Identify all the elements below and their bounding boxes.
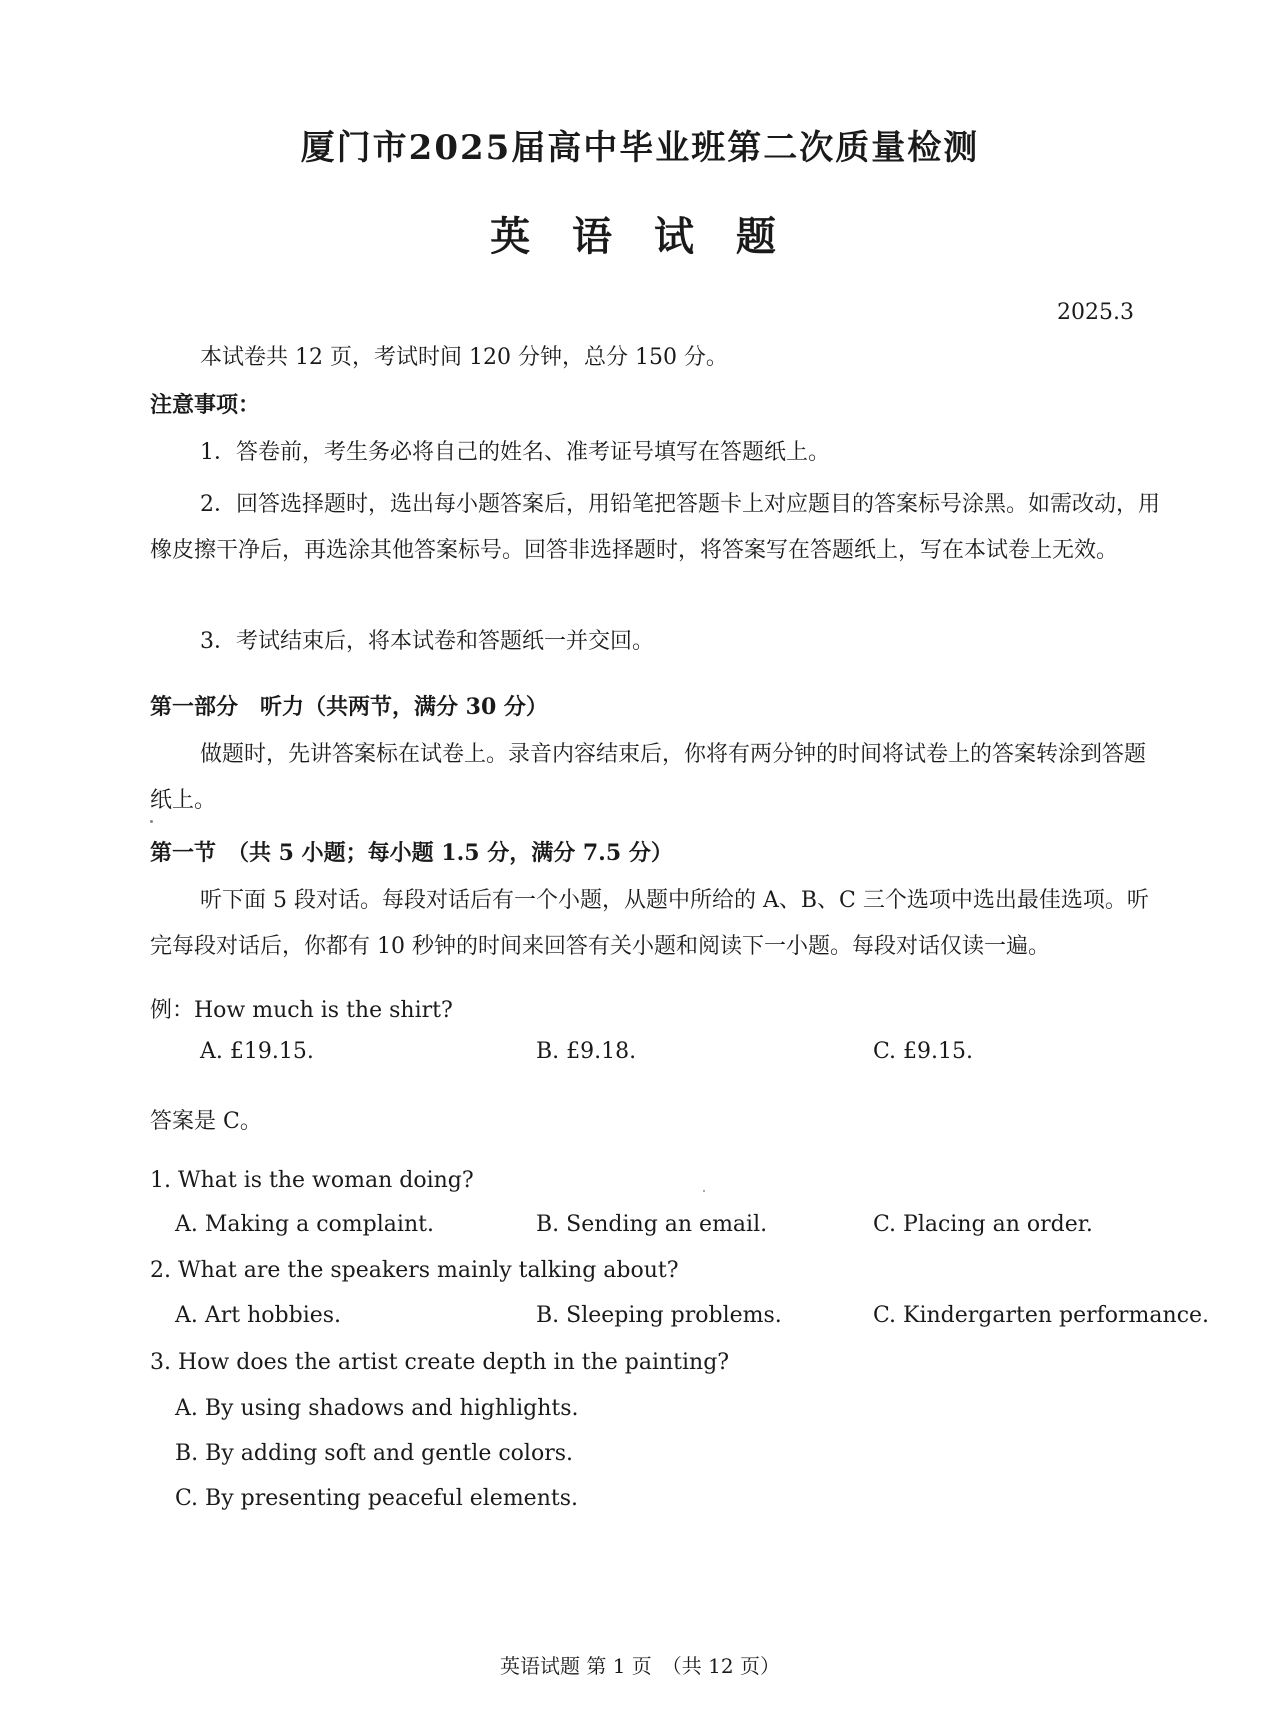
question-1: 1. What is the woman doing?	[150, 1168, 474, 1193]
example-option-b: B. £9.18.	[536, 1039, 637, 1064]
note-item-3: 3．考试结束后，将本试卷和答题纸一并交回。	[200, 629, 654, 654]
question-2-option-a: A. Art hobbies.	[175, 1303, 342, 1328]
scan-speck	[150, 820, 153, 823]
part1-instructions: 做题时，先讲答案标在试卷上。录音内容结束后，你将有两分钟的时间将试卷上的答案转涂到答题纸上。	[150, 742, 1147, 813]
question-1-option-b: B. Sending an email.	[536, 1212, 768, 1237]
exam-title: 厦门市2025届高中毕业班第二次质量检测	[300, 128, 980, 168]
question-2-option-c: C. Kindergarten performance.	[873, 1303, 1210, 1328]
question-3: 3. How does the artist create depth in the painting?	[150, 1350, 730, 1375]
question-1-option-c: C. Placing an order.	[873, 1212, 1093, 1237]
question-2: 2. What are the speakers mainly talking about?	[150, 1258, 679, 1283]
note-item-1: 1．答卷前，考生务必将自己的姓名、准考证号填写在答题纸上。	[200, 440, 830, 465]
section1-heading: 第一节 （共 5 小题；每小题 1.5 分，满分 7.5 分）	[150, 840, 673, 866]
question-3-option-a: A. By using shadows and highlights.	[175, 1396, 579, 1421]
question-3-option-c: C. By presenting peaceful elements.	[175, 1486, 578, 1511]
example-question: 例：How much is the shirt?	[150, 998, 453, 1023]
example-option-a: A. £19.15.	[200, 1039, 314, 1064]
section1-instructions: 听下面 5 段对话。每段对话后有一个小题，从题中所给的 A、B、C 三个选项中选出最佳选项。听完每段对话后，你都有 10 秒钟的时间来回答有关小题和阅读下一小题。每段对话仅读一遍。	[150, 888, 1149, 959]
intro-text: 本试卷共 12 页，考试时间 120 分钟，总分 150 分。	[200, 345, 728, 370]
example-option-c: C. £9.15.	[873, 1039, 974, 1064]
exam-date: 2025.3	[1057, 300, 1134, 325]
example-answer: 答案是 C。	[150, 1109, 262, 1134]
question-3-option-b: B. By adding soft and gentle colors.	[175, 1441, 573, 1466]
question-2-option-b: B. Sleeping problems.	[536, 1303, 782, 1328]
note-item-2: 2．回答选择题时，选出每小题答案后，用铅笔把答题卡上对应题目的答案标号涂黑。如需改动，用橡皮擦干净后，再选涂其他答案标号。回答非选择题时，将答案写在答题纸上，写在本试卷上无效。	[150, 492, 1161, 563]
notes-heading: 注意事项：	[150, 392, 261, 418]
page-footer: 英语试题 第 1 页 （共 12 页）	[500, 1654, 780, 1678]
subject-title: 英 语 试 题	[490, 213, 790, 260]
question-1-option-a: A. Making a complaint.	[175, 1212, 434, 1237]
scan-speck	[703, 1190, 705, 1192]
part1-heading: 第一部分 听力（共两节，满分 30 分）	[150, 694, 548, 720]
